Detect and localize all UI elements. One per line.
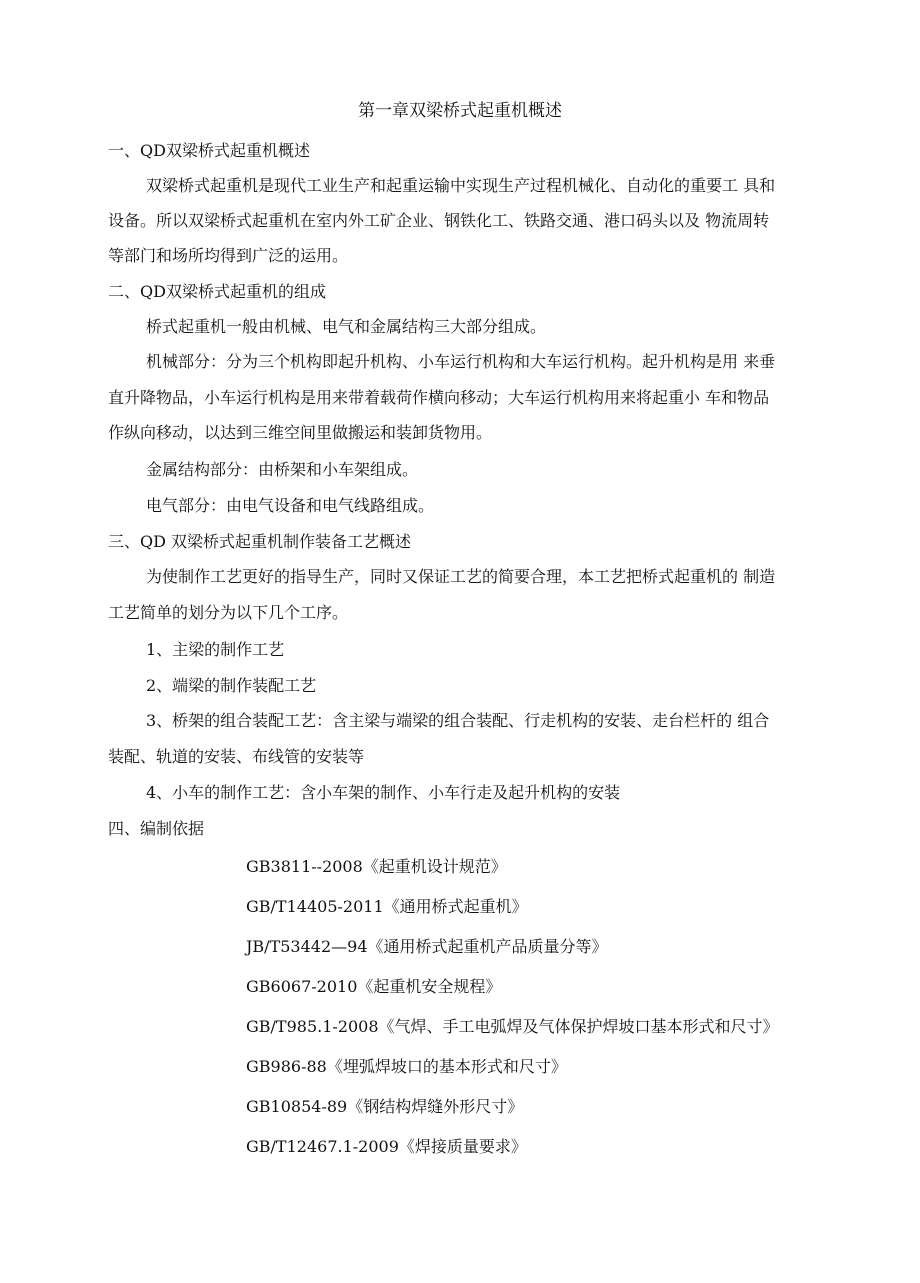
section-heading-overview: 一、QD双梁桥式起重机概述 bbox=[108, 141, 310, 160]
paragraph-line: 双梁桥式起重机是现代工业生产和起重运输中实现生产过程机械化、自动化的重要工 具和 bbox=[146, 176, 776, 195]
list-item-continuation: 装配、轨道的安装、布线管的安装等 bbox=[108, 747, 365, 766]
paragraph-line: 电气部分：由电气设备和电气线路组成。 bbox=[146, 496, 435, 515]
reference-standard: GB6067-2010《起重机安全规程》 bbox=[246, 977, 502, 996]
reference-standard: GB/T985.1-2008《气焊、手工电弧焊及气体保护焊坡口基本形式和尺寸》 bbox=[246, 1017, 779, 1036]
reference-standard: JB/T53442—94《通用桥式起重机产品质量分等》 bbox=[246, 937, 608, 956]
section-heading-composition: 二、QD双梁桥式起重机的组成 bbox=[108, 282, 326, 301]
reference-standard: GB986-88《埋弧焊坡口的基本形式和尺寸》 bbox=[246, 1057, 567, 1076]
chapter-title: 第一章双梁桥式起重机概述 bbox=[358, 101, 562, 121]
paragraph-line: 机械部分：分为三个机构即起升机构、小车运行机构和大车运行机构。起升机构是用 来垂 bbox=[146, 352, 776, 371]
list-item: 1、主梁的制作工艺 bbox=[146, 640, 285, 659]
list-item: 3、桥架的组合装配工艺：含主梁与端梁的组合装配、行走机构的安装、走台栏杆的 组合 bbox=[146, 711, 770, 730]
paragraph-line: 作纵向移动，以达到三维空间里做搬运和装卸货物用。 bbox=[108, 423, 493, 442]
paragraph-line: 直升降物品，小车运行机构是用来带着载荷作横向移动；大车运行机构用来将起重小 车和物品 bbox=[108, 388, 770, 407]
paragraph-line: 为使制作工艺更好的指导生产，同时又保证工艺的简要合理，本工艺把桥式起重机的 制造 bbox=[146, 567, 776, 586]
paragraph-line: 桥式起重机一般由机械、电气和金属结构三大部分组成。 bbox=[146, 317, 547, 336]
section-heading-process: 三、QD 双梁桥式起重机制作装备工艺概述 bbox=[108, 532, 412, 551]
reference-standard: GB/T14405-2011《通用桥式起重机》 bbox=[246, 897, 528, 916]
list-item: 2、端梁的制作装配工艺 bbox=[146, 676, 317, 695]
reference-standard: GB/T12467.1-2009《焊接质量要求》 bbox=[246, 1137, 527, 1156]
paragraph-line: 金属结构部分：由桥架和小车架组成。 bbox=[146, 460, 419, 479]
section-heading-basis: 四、编制依据 bbox=[108, 819, 205, 838]
list-item: 4、小车的制作工艺：含小车架的制作、小车行走及起升机构的安装 bbox=[146, 783, 621, 802]
reference-standard: GB10854-89《钢结构焊缝外形尺寸》 bbox=[246, 1097, 524, 1116]
paragraph-line: 等部门和场所均得到广泛的运用。 bbox=[108, 246, 349, 265]
paragraph-line: 工艺简单的划分为以下几个工序。 bbox=[108, 603, 349, 622]
reference-standard: GB3811--2008《起重机设计规范》 bbox=[246, 857, 507, 876]
paragraph-line: 设备。所以双梁桥式起重机在室内外工矿企业、钢铁化工、铁路交通、港口码头以及 物流周转 bbox=[108, 211, 770, 230]
